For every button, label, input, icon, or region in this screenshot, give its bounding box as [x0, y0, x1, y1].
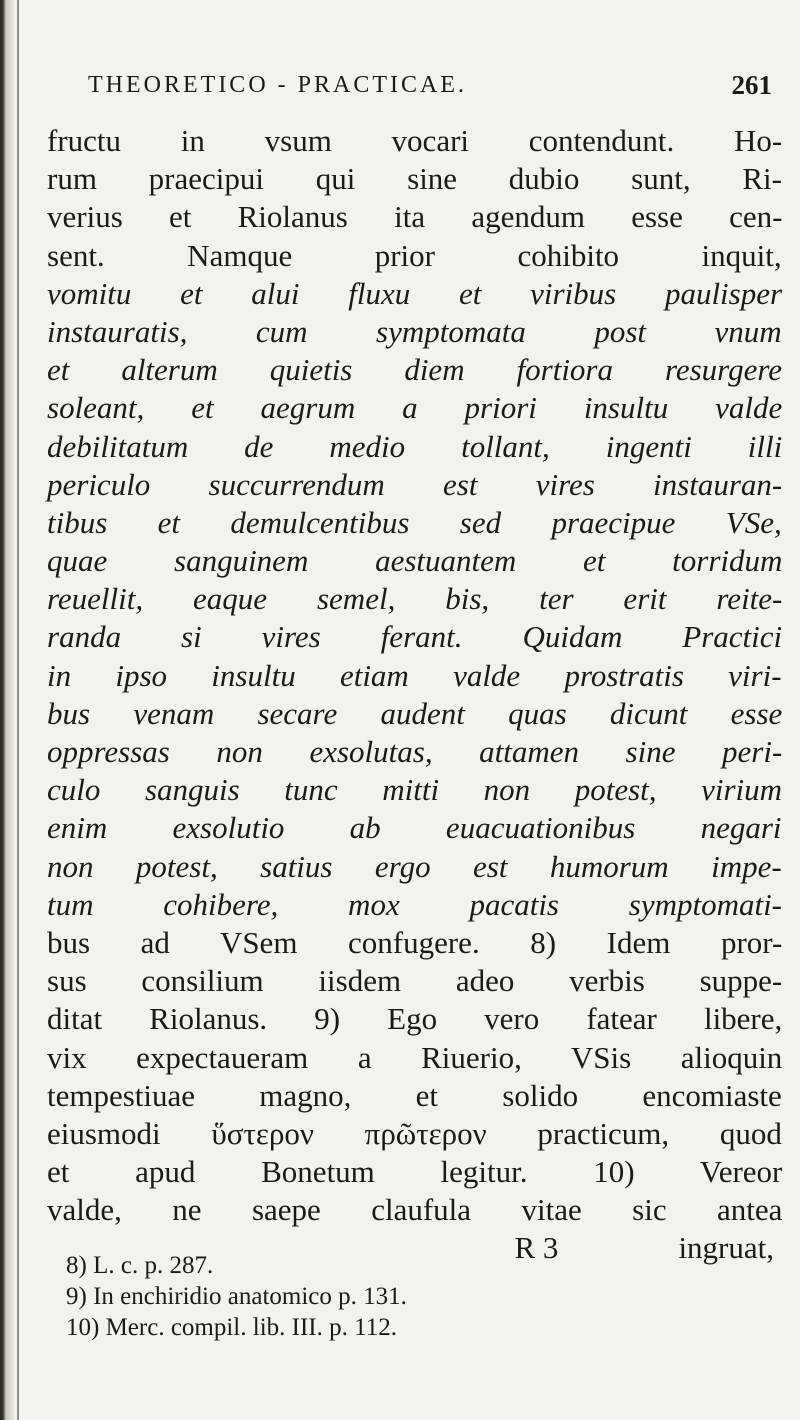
text-line: culo sanguis tunc mitti non potest, virium	[47, 772, 783, 808]
text-line: tibus et demulcentibus sed praecipue VSe,	[47, 504, 782, 540]
text-line: reuellit, eaque semel, bis, ter erit reite-	[47, 581, 783, 617]
running-head-title: THEORETICO - PRACTICAE.	[88, 72, 467, 98]
text-line: bus ad VSem confugere. 8) Idem pror-	[47, 924, 783, 960]
text-line: eiusmodi ὕστερον πρῶτερον practicum, quod	[47, 1115, 782, 1151]
text-line: in ipso insultu etiam valde prostratis viri-	[47, 657, 782, 693]
text-line: soleant, et aegrum a priori insultu valde	[47, 390, 783, 426]
binding-gutter	[0, 0, 14, 1420]
running-head	[88, 72, 778, 106]
text-line: tum cohibere, mox pacatis symptomati-	[47, 886, 783, 922]
text-line: et apud Bonetum legitur. 10) Vereor	[47, 1154, 783, 1190]
text-line: vix expectaueram a Riuerio, VSis alioquin	[47, 1039, 783, 1075]
text-line: rum praecipui qui sine dubio sunt, Ri-	[47, 161, 782, 197]
text-line: tempestiuae magno, et solido encomiaste	[47, 1077, 782, 1113]
text-line: quae sanguinem aestuantem et torridum	[47, 543, 783, 579]
page-number: 261	[731, 70, 772, 100]
footnote: 8) L. c. p. 287.	[66, 1252, 214, 1279]
text-line: oppressas non exsolutas, attamen sine peri-	[47, 734, 783, 769]
catchword: ingruat,	[678, 1230, 774, 1266]
text-line: bus venam secare audent quas dicunt esse	[47, 695, 783, 731]
text-line: periculo succurrendum est vires instauran-	[47, 466, 783, 502]
text-line: randa si vires ferant. Quidam Practici	[47, 619, 783, 655]
body-text	[47, 122, 782, 1268]
text-line: ditat Riolanus. 9) Ego vero fatear libere,	[47, 1001, 783, 1037]
text-line: sus consilium iisdem adeo verbis suppe-	[47, 963, 783, 999]
signature-mark: R 3	[514, 1230, 559, 1266]
text-line: verius et Riolanus ita agendum esse cen-	[47, 199, 783, 235]
text-line: non potest, satius ergo est humorum impe-	[47, 848, 782, 884]
footnote: 10) Merc. compil. lib. III. p. 112.	[66, 1314, 397, 1341]
footnotes	[66, 1250, 766, 1343]
text-line: instauratis, cum symptomata post vnum	[47, 313, 782, 349]
gutter-shadow-line	[17, 0, 19, 1420]
text-line: et alterum quietis diem fortiora resurgere	[47, 352, 783, 388]
text-line: vomitu et alui fluxu et viribus paulisper	[47, 275, 783, 311]
text-line: fructu in vsum vocari contendunt. Ho-	[47, 123, 783, 158]
text-line: debilitatum de medio tollant, ingenti illi	[47, 428, 783, 464]
text-line: valde, ne saepe claufula vitae sic antea	[47, 1192, 783, 1228]
footnote: 9) In enchiridio anatomico p. 131.	[66, 1283, 407, 1310]
text-line: enim exsolutio ab euacuationibus negari	[47, 810, 782, 846]
text-line: sent. Namque prior cohibito inquit,	[47, 237, 782, 273]
